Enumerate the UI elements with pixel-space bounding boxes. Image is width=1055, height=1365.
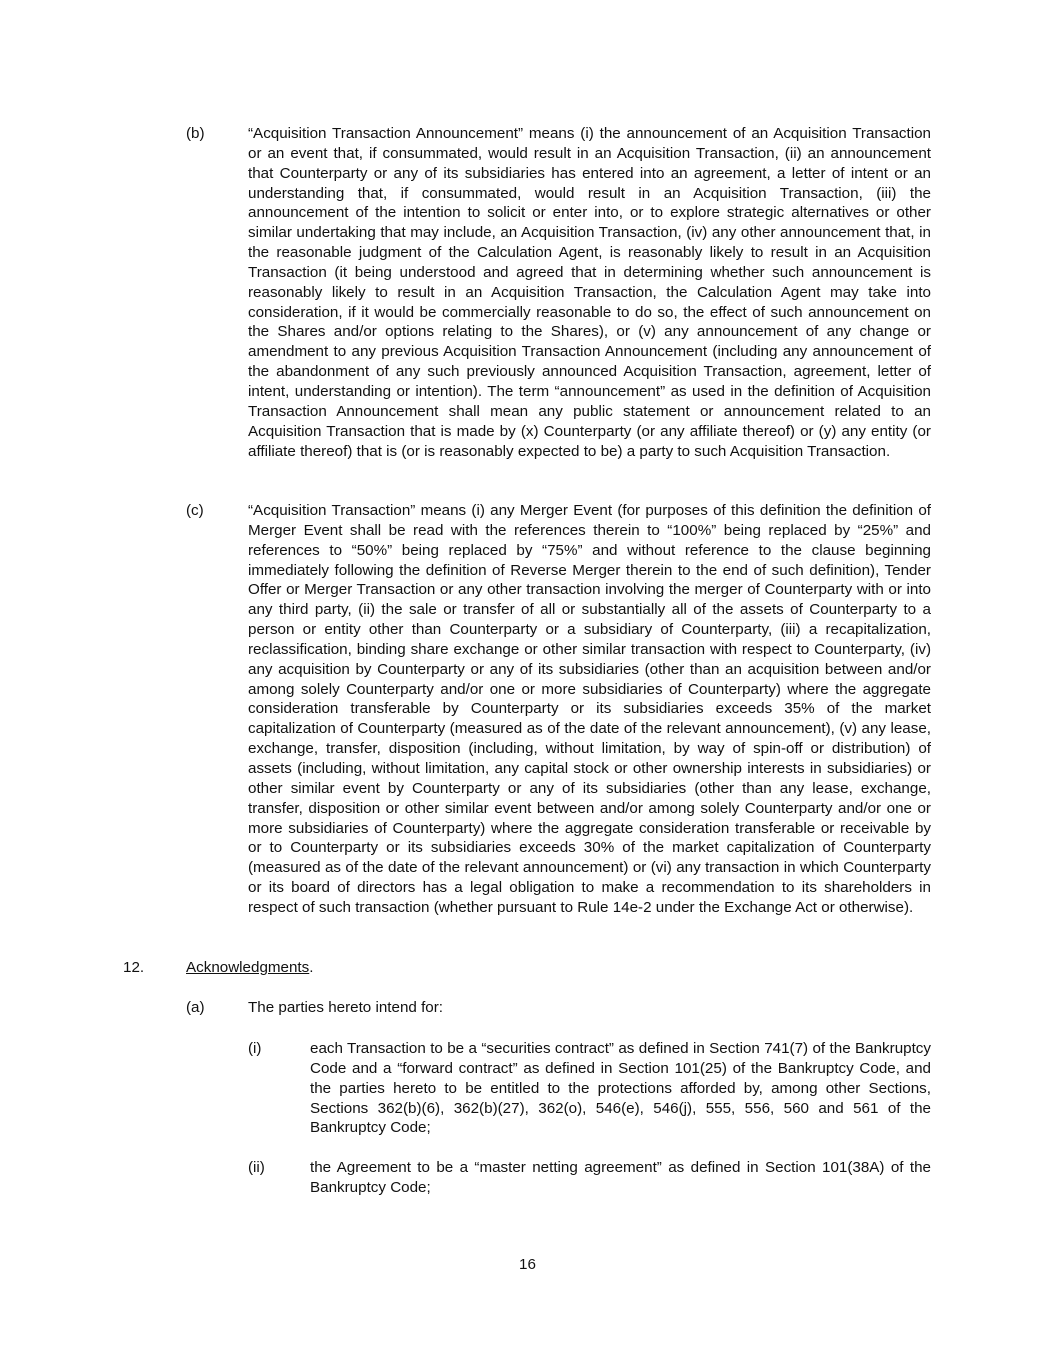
item-i-text: each Transaction to be a “securities contract” as defined in Section 741(7) of the Bankruptcy Code and a “forward contract” as defined in Section 101(25) of the Bankruptcy Code, and the parties hereto to be entitled to the protections afforded by, among other Sections, Sections 362(b)(6), 362(b)(27), 362(o), 546(e), 546(j), 555, 556, 560 and 561 of the Bankruptcy Code;	[310, 1040, 931, 1137]
item-i-label: (i)	[248, 1040, 262, 1057]
section-title: Acknowledgments	[186, 959, 310, 976]
clause-b-label: (b)	[186, 125, 205, 142]
section-title-period: .	[309, 959, 314, 976]
clause-c-text: “Acquisition Transaction” means (i) any Merger Event (for purposes of this definition the definition of Merger Event shall be read with the references therein to “100%” being replaced by “25%” and references to “50%” being replaced by “75%” and without reference to the clause beginning immediately following the definition of Reverse Merger therein to the end of such definition), Tender Offer or Merger Transaction or any other transaction involving the merger of Counterparty with or into any third party, (ii) the sale or transfer of all or substantially all of the assets of Counterparty to a person or entity other than Counterparty or a subsidiary of Counterparty, (iii) a recapitalization, reclassification, binding share exchange or other similar transaction with respect to Counterparty, (iv) any acquisition by Counterparty or any of its subsidiaries (other than an acquisition between and/or among solely Counterparty and/or one or more subsidiaries of Counterparty) where the aggregate consideration transferable by Counterparty or its subsidiaries exceeds 35% of the market capitalization of Counterparty (measured as of the date of the relevant announcement), (v) any lease, exchange, transfer, disposition (including, without limitation, by way of spin-off or distribution) of assets (including, without limitation, any capital stock or other ownership interests in subsidiaries) or other similar event by Counterparty or any of its subsidiaries (other than any lease, exchange, transfer, disposition or other similar event between and/or among solely Counterparty and/or one or more subsidiaries of Counterparty) where the aggregate consideration transferable or receivable by or to Counterparty or its subsidiaries exceeds 30% of the market capitalization of Counterparty (measured as of the date of the relevant announcement) or (vi) any transaction in which Counterparty or its board of directors has a legal obligation to make a recommendation to its shareholders in respect of such transaction (whether pursuant to Rule 14e-2 under the Exchange Act or otherwise).	[248, 502, 931, 916]
subclause-a-text: The parties hereto intend for:	[248, 999, 444, 1016]
section-number: 12.	[123, 959, 145, 976]
subclause-a-label: (a)	[186, 999, 205, 1016]
item-ii-text: the Agreement to be a “master netting agreement” as defined in Section 101(38A) of the Bankruptcy Code;	[310, 1159, 931, 1196]
item-ii-label: (ii)	[248, 1159, 265, 1176]
clause-b-text: “Acquisition Transaction Announcement” means (i) the announcement of an Acquisition Transaction or an event that, if consummated, would result in an Acquisition Transaction, (ii) an announcement that Counterparty or any of its subsidiaries has entered into an agreement, a letter of intent or an understanding that, if consummated, would result in an Acquisition Transaction, (iii) the announcement of the intention to solicit or enter into, or to explore strategic alternatives or other similar undertaking that may include, an Acquisition Transaction, (iv) any other announcement that, in the reasonable judgment of the Calculation Agent, is reasonably likely to result in an Acquisition Transaction (it being understood and agreed that in determining whether such announcement is reasonably likely to result in an Acquisition Transaction, the Calculation Agent may take into consideration, if it would be commercially reasonable to do so, the effect of such announcement on the Shares and/or options relating to the Shares), or (v) any announcement of any change or amendment to any previous Acquisition Transaction Announcement (including any announcement of the abandonment of any such previously announced Acquisition Transaction, agreement, letter of intent, understanding or intention). The term “announcement” as used in the definition of Acquisition Transaction Announcement shall mean any public statement or announcement related to an Acquisition Transaction that is made by (x) Counterparty (or any affiliate thereof) or (y) any entity (or affiliate thereof) that is (or is reasonably expected to be) a party to such Acquisition Transaction.	[248, 125, 931, 460]
clause-c-label: (c)	[186, 502, 204, 519]
page-number: 16	[519, 1256, 536, 1273]
section-heading	[186, 958, 314, 978]
